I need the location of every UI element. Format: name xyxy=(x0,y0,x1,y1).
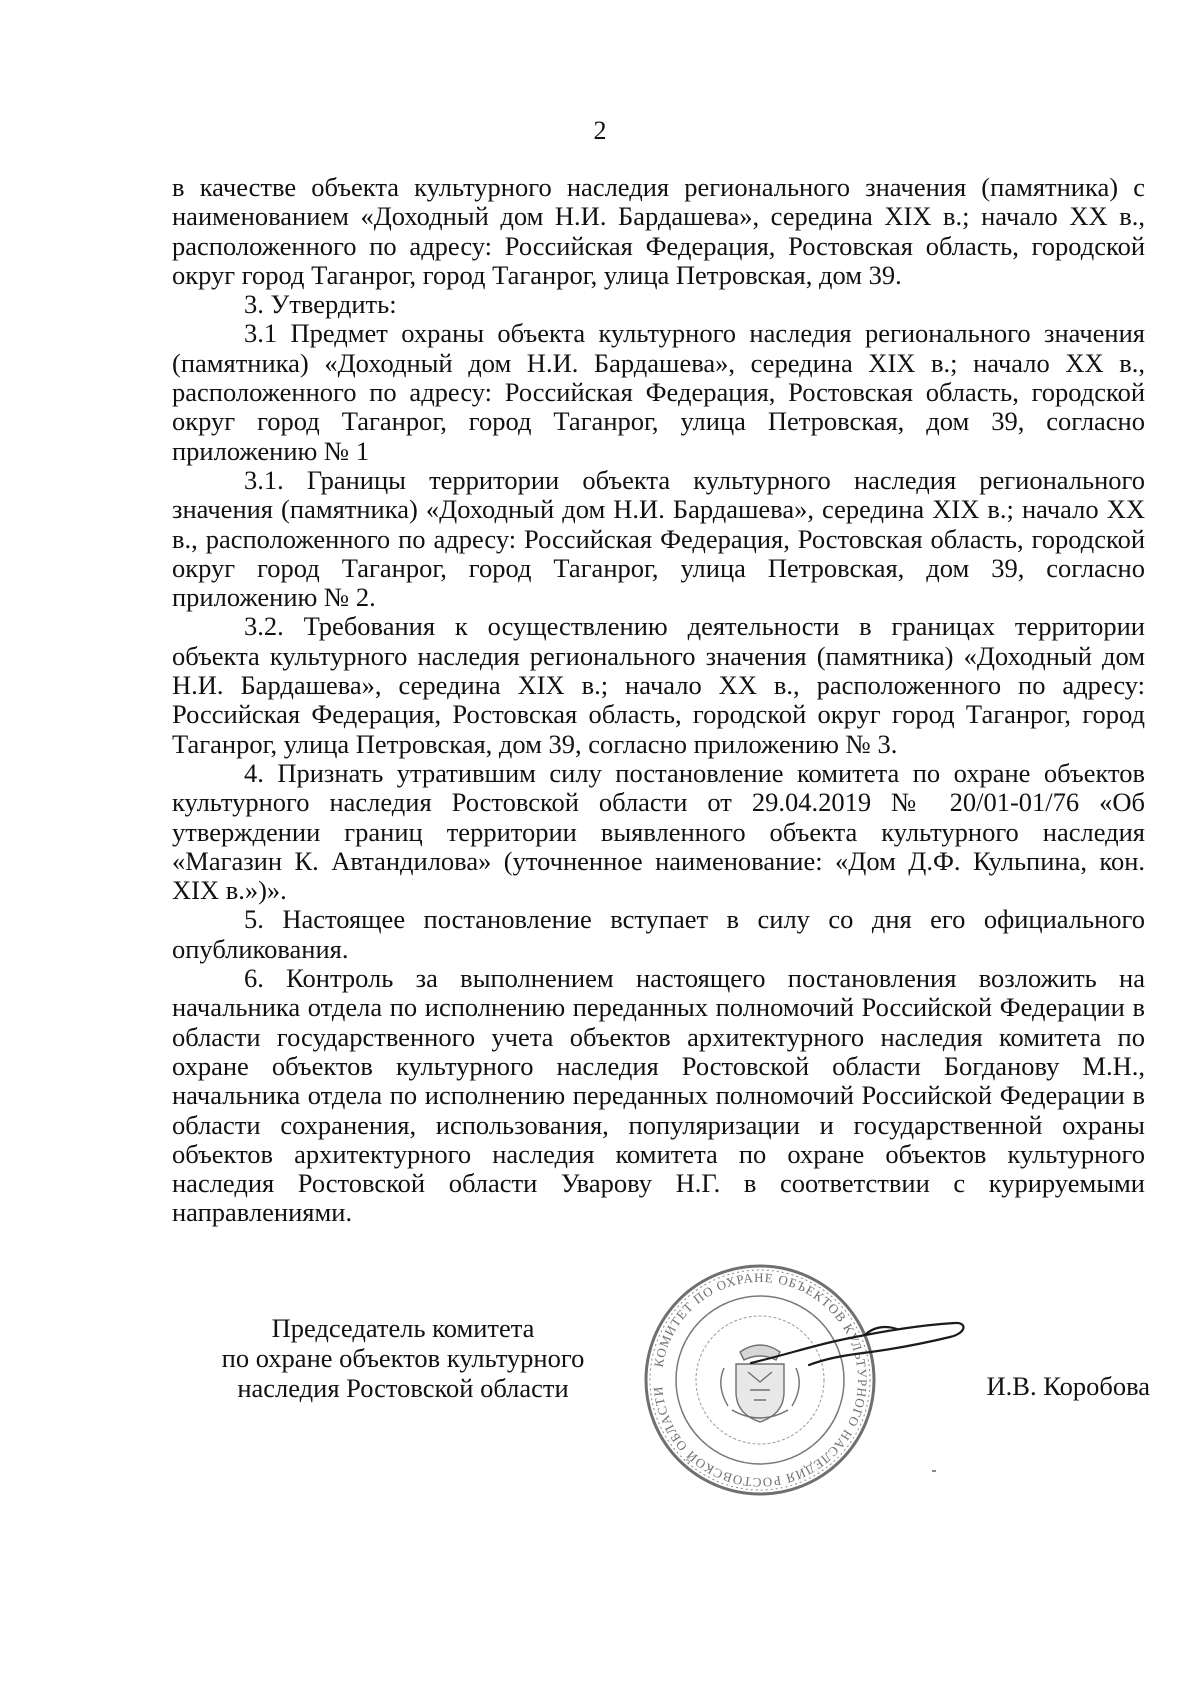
signatory-title-line: наследия Ростовской области xyxy=(237,1373,569,1403)
paragraph-item-3: 3. Утвердить: xyxy=(244,289,397,320)
signatory-title-line: по охране объектов культурного xyxy=(221,1343,585,1373)
paragraph-item-3-1-boundaries: 3.1. Границы территории объекта культурного наследия регионального значения (памятника) «Доходный дом Н.И. Бардашева», середина XIX в.; начало XX в., расположенного по адресу: Российская Федерация, Ростовская область, городской округ город Таганрог, город Таганрог, улица Петровская, дом 39, согласно приложению № 2. xyxy=(172,464,1145,613)
signatory-title-line: Председатель комитета xyxy=(271,1313,535,1343)
signatory-title xyxy=(198,1313,608,1403)
paragraph-item-4: 4. Признать утратившим силу постановление комитета по охране объектов культурного наследия Ростовской области от 29.04.2019 № 20/01-01/76 «Об утверждении границ территории выявленного объекта культурного наследия «Магазин К. Автандилова» (уточненное наименование: «Дом Д.Ф. Кульпина, кон. XIX в.»)». xyxy=(172,757,1145,906)
page-number: 2 xyxy=(593,116,607,145)
paragraph-item-3-2: 3.2. Требования к осуществлению деятельности в границах территории объекта культурного наследия регионального значения (памятника) «Доходный дом Н.И. Бардашева», середина XIX в.; начало XX в., расположенного по адресу: Российская Федерация, Ростовская область, городской округ город Таганрог, город Таганрог, улица Петровская, дом 39, согласно приложению № 3. xyxy=(172,611,1145,759)
seal-text: КОМИТЕТ ПО ОХРАНЕ ОБЪЕКТОВ КУЛЬТУРНОГО НАСЛЕДИЯ РОСТОВСКОЙ ОБЛАСТИ xyxy=(650,1269,871,1491)
stray-mark xyxy=(932,1470,936,1472)
paragraph-item-5: 5. Настоящее постановление вступает в силу со дня его официального опубликования. xyxy=(172,904,1145,964)
official-seal xyxy=(640,1260,880,1500)
paragraph-continuation: в качестве объекта культурного наследия регионального значения (памятника) с наименованием «Доходный дом Н.И. Бардашева», середина XIX в.; начало XX в., расположенного по адресу: Российская Федерация, Ростовская область, городской округ город Таганрог, город Таганрог, улица Петровская, дом 39. xyxy=(172,172,1145,290)
paragraph-item-6: 6. Контроль за выполнением настоящего постановления возложить на начальника отдела по исполнению переданных полномочий Российской Федерации в области государственного учета объектов архитектурного наследия комитета по охране объектов культурного наследия Ростовской области Богданову М.Н., начальника отдела по исполнению переданных полномочий Российской Федерации в области сохранения, использования, популяризации и государственной охраны объектов архитектурного наследия комитета по охране объектов культурного наследия Ростовской области Уварову Н.Г. в соответствии с курируемыми направлениями. xyxy=(172,963,1145,1228)
handwritten-signature xyxy=(745,1305,970,1375)
document-body xyxy=(172,173,1145,1228)
signatory-name: И.В. Коробова xyxy=(986,1371,1150,1401)
paragraph-item-3-1-subject: 3.1 Предмет охраны объекта культурного наследия регионального значения (памятника) «Доходный дом Н.И. Бардашева», середина XIX в.; начало XX в., расположенного по адресу: Российская Федерация, Ростовская область, городской округ город Таганрог, город Таганрог, улица Петровская, дом 39, согласно приложению № 1 xyxy=(172,318,1145,466)
